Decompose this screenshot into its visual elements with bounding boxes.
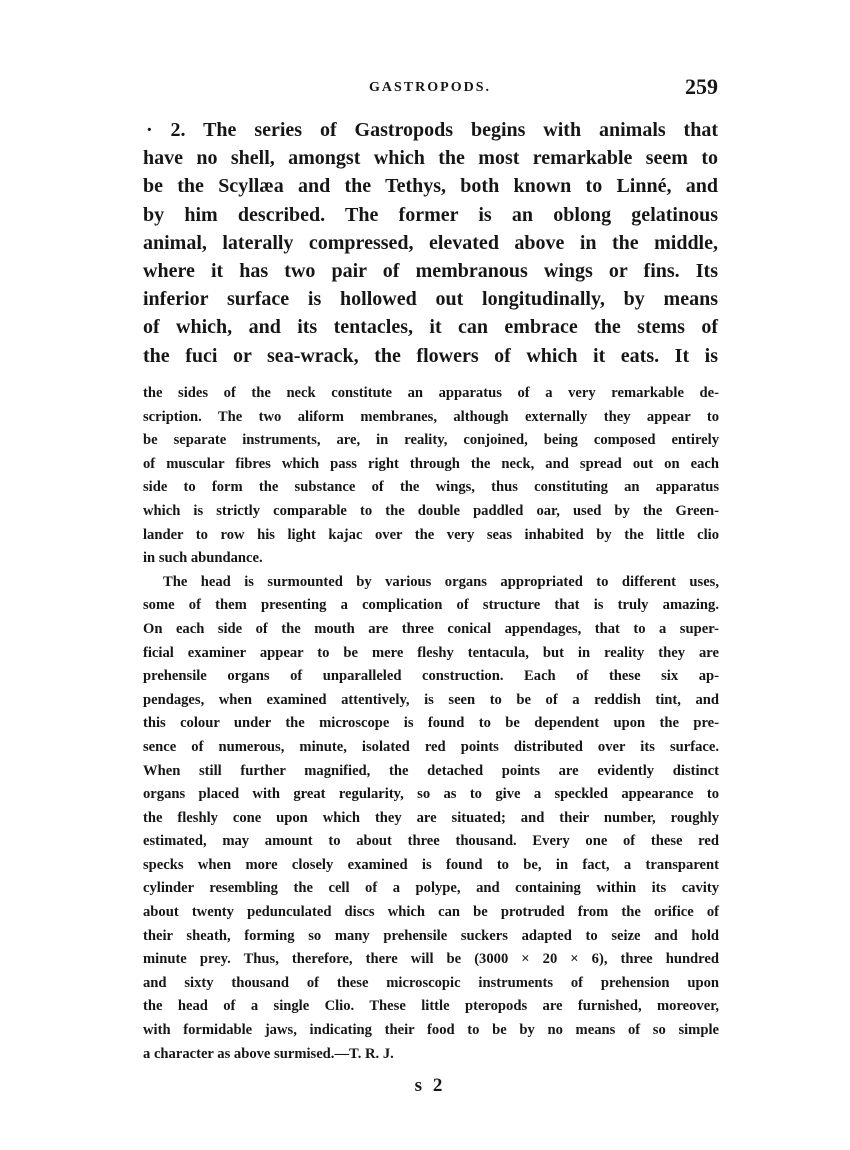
main-line: animal, laterally compressed, elevated above in the middle, <box>143 231 718 254</box>
main-line: be the Scyllæa and the Tethys, both known to Linné, and <box>143 175 718 198</box>
footnote-line: estimated, may amount to about three thousand. Every one of these red <box>143 833 719 850</box>
footnote-line: the head of a single Clio. These little pteropods are furnished, moreover, <box>143 998 719 1015</box>
footnote-line: and sixty thousand of these microscopic instruments of prehension upon <box>143 974 719 991</box>
footnote-line: pendages, when examined attentively, is seen to be of a reddish tint, and <box>143 691 719 708</box>
main-line: by him described. The former is an oblong gelatinous <box>143 203 718 226</box>
footnote-line: a character as above surmised.—T. R. J. <box>143 1045 394 1062</box>
running-head <box>140 74 720 104</box>
main-line: · 2. The series of Gastropods begins with animals that <box>146 119 718 141</box>
footnote-line: their sheath, forming so many prehensile suckers adapted to seize and hold <box>143 927 719 944</box>
main-line: have no shell, amongst which the most remarkable seem to <box>143 147 718 170</box>
footnote-line: On each side of the mouth are three conical appendages, that to a super- <box>143 620 719 637</box>
footnote-line: side to form the substance of the wings, thus constituting an apparatus <box>143 479 719 496</box>
page-number: 259 <box>685 74 718 99</box>
main-line: where it has two pair of membranous wings or fins. Its <box>143 260 718 283</box>
footnote-line: lander to row his light kajac over the very seas inhabited by the little clio <box>143 526 719 543</box>
footnote-line: ficial examiner appear to be mere fleshy tentacula, but in reality they are <box>143 644 719 661</box>
signature-mark: s 2 <box>414 1075 446 1096</box>
footnote-line: which is strictly comparable to the double paddled oar, used by the Green- <box>143 502 719 519</box>
footnote-line: about twenty pedunculated discs which can be protruded from the orifice of <box>143 904 719 921</box>
footnote-line: the fleshly cone upon which they are situated; and their number, roughly <box>143 809 719 826</box>
footnote-line: some of them presenting a complication of structure that is truly amazing. <box>143 597 719 614</box>
footnote-line: The head is surmounted by various organs appropriated to different uses, <box>163 573 719 590</box>
footnote-line: organs placed with great regularity, so as to give a speckled appearance to <box>143 786 719 803</box>
footnote-line: specks when more closely examined is found to be, in fact, a transparent <box>143 856 719 873</box>
running-title: GASTROPODS. <box>369 80 491 95</box>
main-paragraph <box>143 116 718 370</box>
footnote-line: minute prey. Thus, therefore, there will be (3000 × 20 × 6), three hundred <box>143 951 719 968</box>
footnote-line: this colour under the microscope is found to be dependent upon the pre- <box>143 715 719 732</box>
footnote-line: with formidable jaws, indicating their food to be by no means of so simple <box>143 1022 719 1039</box>
main-line: the fuci or sea-wrack, the flowers of which it eats. It is <box>143 344 718 367</box>
main-line: inferior surface is hollowed out longitudinally, by means <box>143 288 718 311</box>
main-line: of which, and its tentacles, it can embrace the stems of <box>143 316 718 339</box>
footnote-line: When still further magnified, the detached points are evidently distinct <box>143 762 719 779</box>
footnote-line: cylinder resembling the cell of a polype, and containing within its cavity <box>143 880 719 897</box>
footnote-line: be separate instruments, are, in reality, conjoined, being composed entirely <box>143 432 719 449</box>
footnote-line: scription. The two aliform membranes, although externally they appear to <box>143 408 719 425</box>
footnote-line: the sides of the neck constitute an apparatus of a very remarkable de- <box>143 385 719 401</box>
footnote-line: prehensile organs of unparalleled construction. Each of these six ap- <box>143 668 719 685</box>
footnote-line: sence of numerous, minute, isolated red points distributed over its surface. <box>143 738 719 755</box>
footnote-line: of muscular fibres which pass right through the neck, and spread out on each <box>143 455 719 472</box>
footnote <box>143 382 719 1066</box>
footnote-line: in such abundance. <box>143 550 263 567</box>
